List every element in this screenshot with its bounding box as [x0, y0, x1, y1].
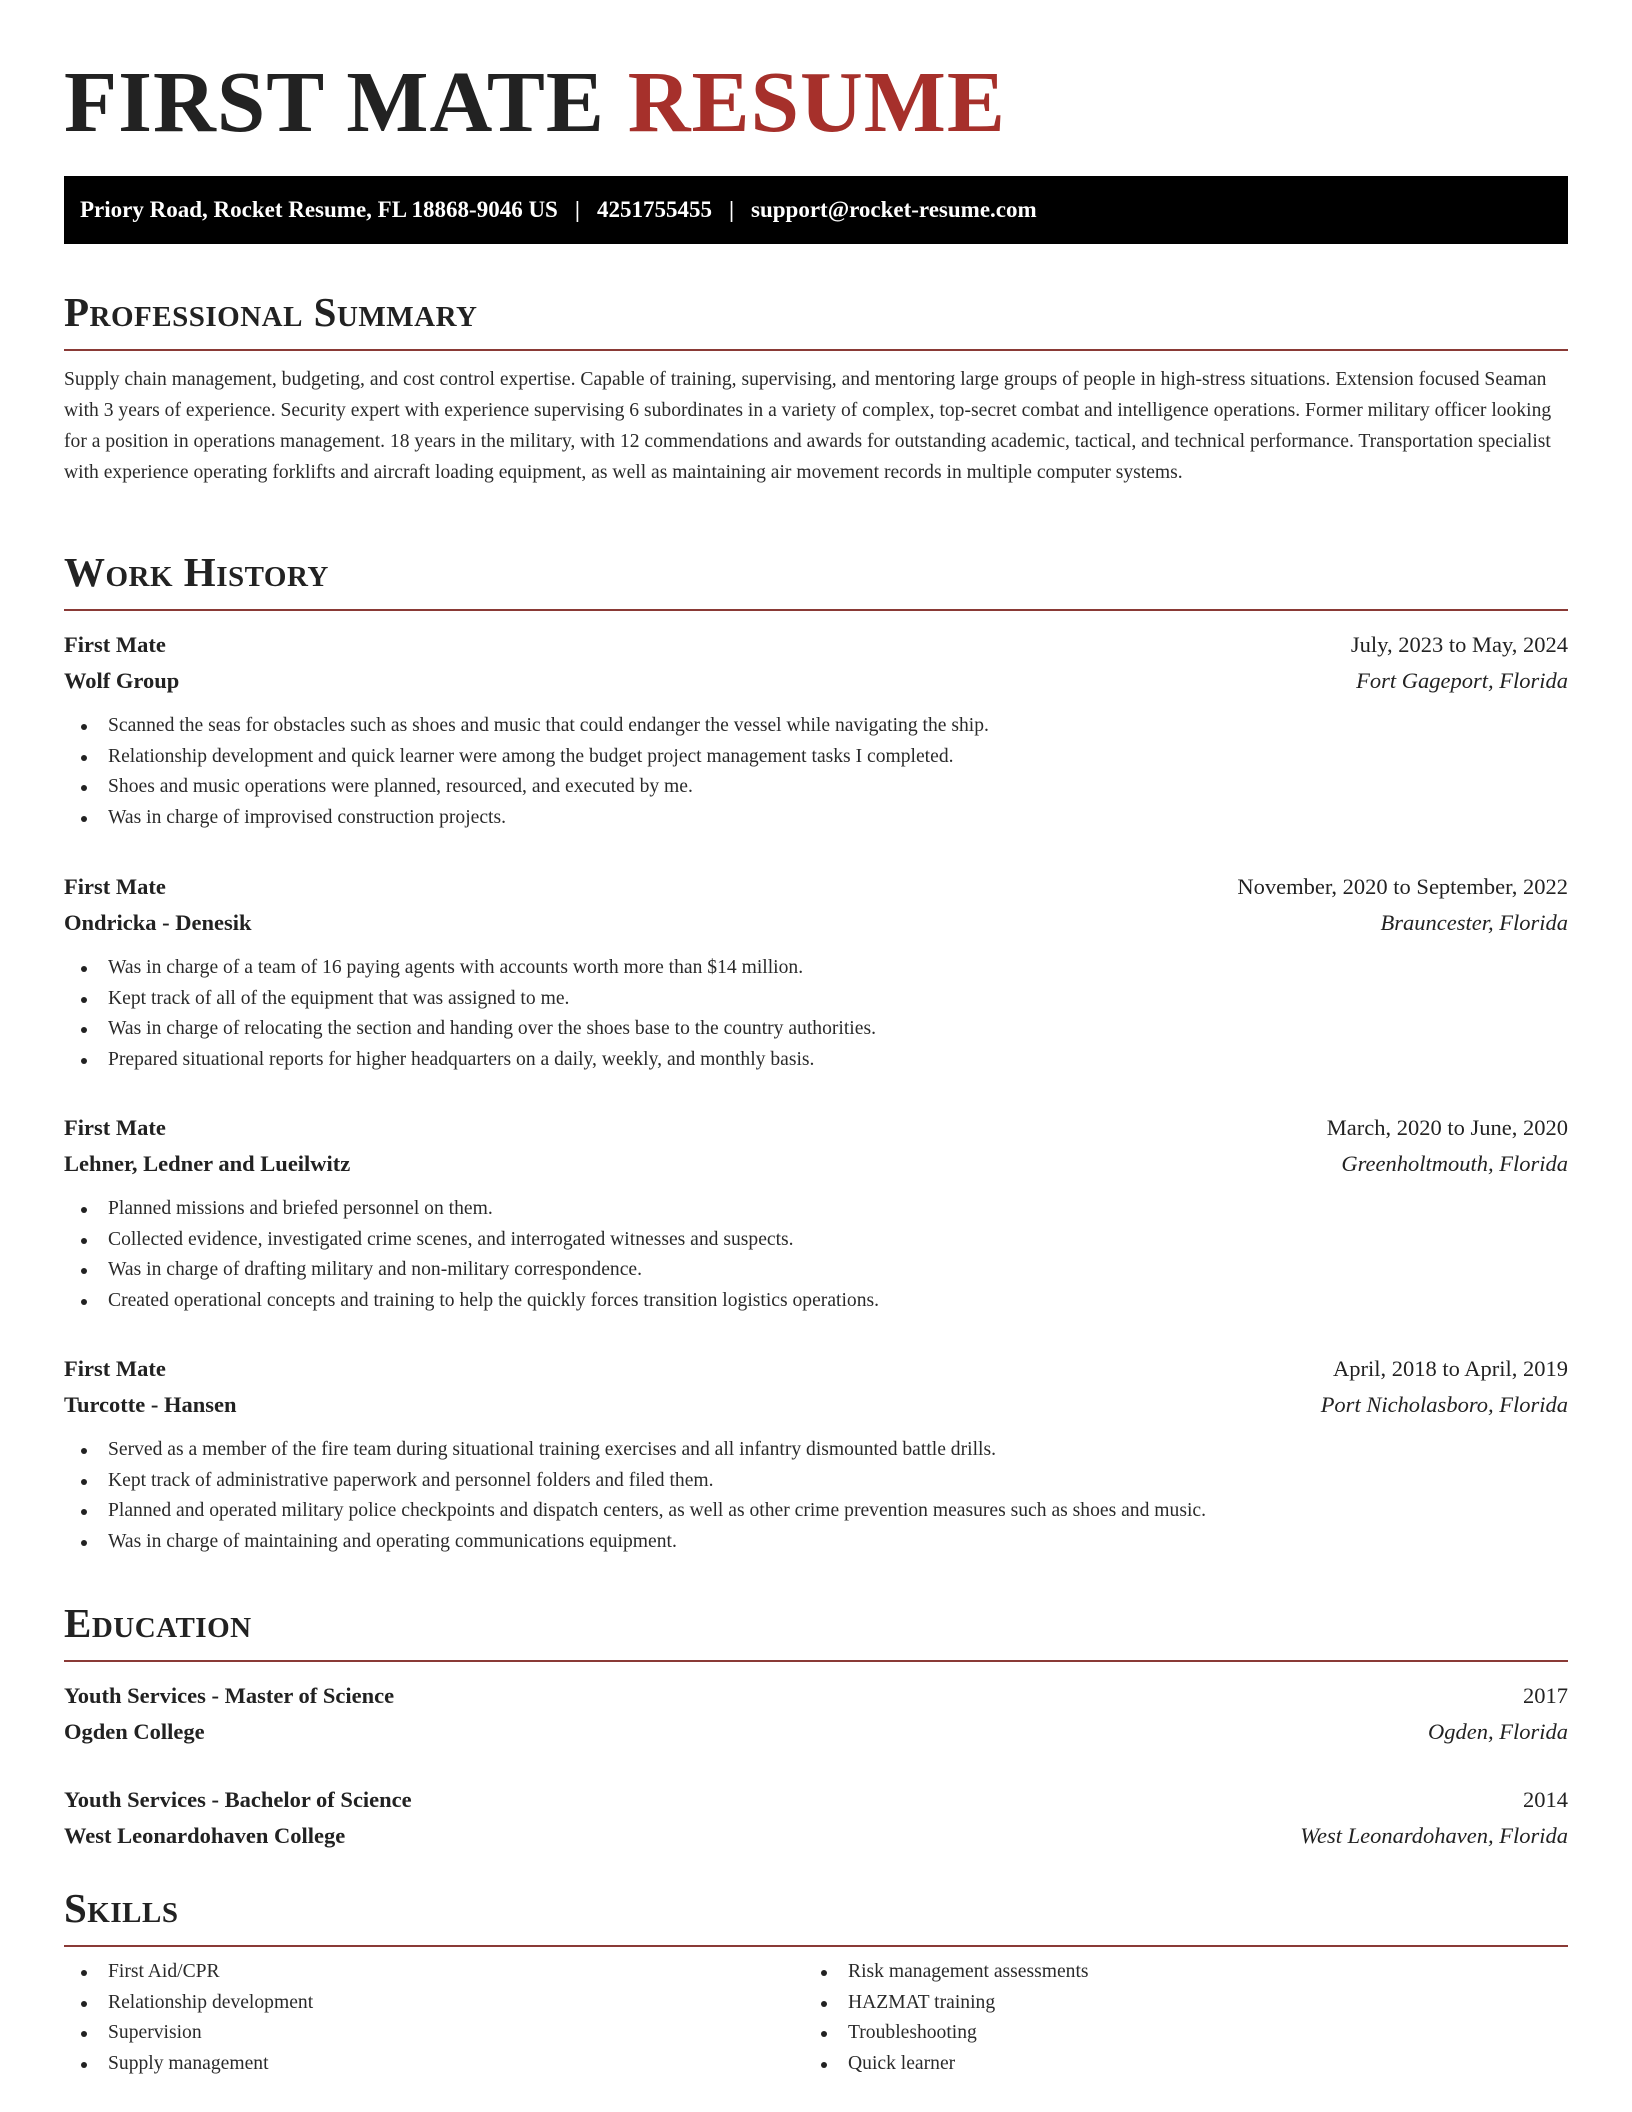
job-duty: Planned and operated military police checkpoints and dispatch centers, as well as other crime prevention measures such as shoes and music. — [64, 1496, 1568, 1527]
education-school: West Leonardohaven College — [64, 1823, 346, 1848]
section-title-summary: Professional Summary — [64, 289, 478, 335]
summary-section — [64, 287, 1568, 488]
education-entry — [64, 1782, 1568, 1854]
job-entry — [64, 869, 1568, 1076]
job-title: First Mate — [64, 1115, 166, 1140]
job-duties-list — [64, 1435, 1568, 1558]
education-location: Ogden, Florida — [1428, 1719, 1568, 1744]
education-header-row — [64, 1782, 1568, 1818]
section-divider — [64, 1945, 1568, 1947]
skill-item: Supply management — [64, 2049, 313, 2080]
contact-separator: | — [728, 197, 735, 222]
section-divider — [64, 609, 1568, 611]
skills-section — [64, 1883, 1568, 2081]
name-first: FIRST MATE — [64, 53, 605, 150]
job-location: Fort Gageport, Florida — [1356, 668, 1568, 693]
job-duty: Kept track of administrative paperwork and personnel folders and filed them. — [64, 1466, 1568, 1497]
education-school-row — [64, 1818, 1568, 1854]
skills-list-right — [804, 1957, 1089, 2080]
job-duty: Was in charge of drafting military and non-military correspondence. — [64, 1255, 1568, 1286]
job-location: Port Nicholasboro, Florida — [1320, 1392, 1568, 1417]
section-title-skills: Skills — [64, 1885, 179, 1931]
job-company: Wolf Group — [64, 668, 180, 693]
section-title-education: Education — [64, 1600, 252, 1646]
job-company: Ondricka - Denesik — [64, 910, 252, 935]
education-degree: Youth Services - Bachelor of Science — [64, 1787, 412, 1812]
job-entry — [64, 1110, 1568, 1317]
skills-columns — [64, 1957, 1568, 2081]
job-duty: Shoes and music operations were planned, resourced, and executed by me. — [64, 772, 1568, 803]
job-duty: Was in charge of maintaining and operating communications equipment. — [64, 1527, 1568, 1558]
job-company: Turcotte - Hansen — [64, 1392, 237, 1417]
job-duty: Was in charge of relocating the section and handing over the shoes base to the country authorities. — [64, 1014, 1568, 1045]
education-school-row — [64, 1714, 1568, 1750]
job-duty: Scanned the seas for obstacles such as shoes and music that could endanger the vessel while navigating the ship. — [64, 711, 1568, 742]
job-title: First Mate — [64, 874, 166, 899]
skill-item: First Aid/CPR — [64, 1957, 313, 1988]
education-year: 2017 — [1523, 1683, 1568, 1708]
contact-separator: | — [574, 197, 580, 222]
job-company-row — [64, 1387, 1568, 1423]
section-title-work-history: Work History — [64, 549, 329, 595]
job-company-row — [64, 1146, 1568, 1182]
job-dates: April, 2018 to April, 2019 — [1333, 1356, 1568, 1381]
job-duty: Kept track of all of the equipment that was assigned to me. — [64, 984, 1568, 1015]
skill-item: Supervision — [64, 2018, 313, 2049]
job-header-row — [64, 1351, 1568, 1387]
education-location: West Leonardohaven, Florida — [1300, 1823, 1568, 1848]
name-accent: RESUME — [627, 53, 1006, 150]
job-duty: Relationship development and quick learner were among the budget project management tasks I completed. — [64, 742, 1568, 773]
contact-phone: 4251755455 — [596, 197, 712, 222]
job-header-row — [64, 1110, 1568, 1146]
education-degree: Youth Services - Master of Science — [64, 1683, 395, 1708]
job-header-row — [64, 627, 1568, 663]
job-duty: Was in charge of a team of 16 paying agents with accounts worth more than $14 million. — [64, 953, 1568, 984]
job-duties-list — [64, 1194, 1568, 1317]
section-divider — [64, 349, 1568, 351]
job-duty: Created operational concepts and training to help the quickly forces transition logistics operations. — [64, 1286, 1568, 1317]
job-title: First Mate — [64, 1356, 166, 1381]
summary-text: Supply chain management, budgeting, and cost control expertise. Capable of training, supervising, and mentoring large groups of people in high-stress situations. Extension focused Seaman with 3 years of experience. Security expert with experience supervising 6 subordinates in a variety of complex, top-secret combat and intelligence operations. Former military officer looking for a position in operations management. 18 years in the military, with 12 commendations and awards for outstanding academic, tactical, and technical performance. Transportation specialist with experience operating forklifts and aircraft loading equipment, as well as maintaining air movement records in multiple computer systems. — [64, 369, 1552, 483]
skill-item: Relationship development — [64, 1988, 313, 2019]
skill-item: HAZMAT training — [804, 1988, 1089, 2019]
job-dates: July, 2023 to May, 2024 — [1350, 632, 1568, 657]
contact-address: Priory Road, Rocket Resume, FL 18868-9046 US — [80, 197, 558, 222]
skill-item: Risk management assessments — [804, 1957, 1089, 1988]
job-duty: Was in charge of improvised construction projects. — [64, 803, 1568, 834]
education-section — [64, 1598, 1568, 1662]
job-title: First Mate — [64, 632, 166, 657]
skill-item: Troubleshooting — [804, 2018, 1089, 2049]
job-location: Greenholtmouth, Florida — [1341, 1151, 1568, 1176]
skill-item: Quick learner — [804, 2049, 1089, 2080]
job-entry — [64, 1351, 1568, 1558]
contact-bar — [64, 176, 1568, 244]
job-duties-list — [64, 953, 1568, 1076]
job-duty: Planned missions and briefed personnel on them. — [64, 1194, 1568, 1225]
job-duty: Collected evidence, investigated crime scenes, and interrogated witnesses and suspects. — [64, 1225, 1568, 1256]
resume-name — [64, 52, 1006, 152]
job-company: Lehner, Ledner and Lueilwitz — [64, 1151, 351, 1176]
job-location: Brauncester, Florida — [1380, 910, 1568, 935]
job-company-row — [64, 663, 1568, 699]
education-entry — [64, 1678, 1568, 1750]
contact-email: support@rocket-resume.com — [751, 197, 1037, 222]
job-dates: November, 2020 to September, 2022 — [1237, 874, 1568, 899]
job-company-row — [64, 905, 1568, 941]
education-school: Ogden College — [64, 1719, 205, 1744]
job-duties-list — [64, 711, 1568, 834]
job-duty: Prepared situational reports for higher headquarters on a daily, weekly, and monthly basis. — [64, 1045, 1568, 1076]
job-entry — [64, 627, 1568, 834]
job-dates: March, 2020 to June, 2020 — [1326, 1115, 1568, 1140]
section-divider — [64, 1660, 1568, 1662]
education-year: 2014 — [1523, 1787, 1568, 1812]
skills-list-left — [64, 1957, 313, 2080]
job-duty: Served as a member of the fire team during situational training exercises and all infantry dismounted battle drills. — [64, 1435, 1568, 1466]
job-header-row — [64, 869, 1568, 905]
work-history-section — [64, 547, 1568, 611]
education-header-row — [64, 1678, 1568, 1714]
